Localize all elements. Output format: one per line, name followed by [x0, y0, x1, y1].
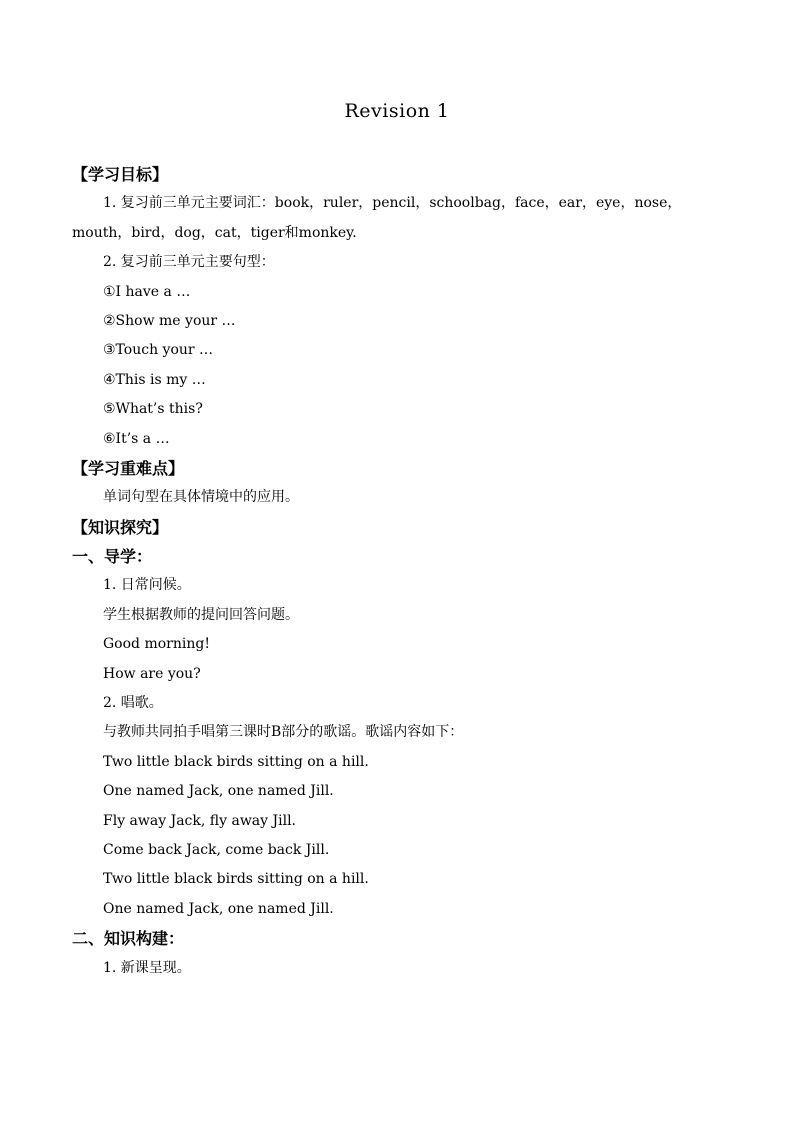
song-line: Come back Jack, come back Jill. — [103, 842, 330, 858]
song-line: One named Jack, one named Jill. — [103, 900, 334, 917]
step1-text: 学生根据教师的提问回答问题。 — [103, 606, 299, 623]
pattern-item: ③Touch your … — [103, 342, 214, 359]
pattern-item: ⑤What’s this? — [103, 401, 203, 418]
part2-heading: 二、知识构建： — [72, 929, 185, 949]
pattern-item: ⑥It’s a … — [103, 430, 170, 447]
goals-heading: 【学习目标】 — [72, 165, 169, 184]
explore-heading: 【知识探究】 — [72, 517, 169, 537]
song-line: Two little black birds sitting on a hill. — [103, 871, 369, 888]
part2-step1: 1. 新课呈现。 — [103, 959, 191, 976]
greeting-line: Good morning! — [103, 636, 210, 653]
song-line: Fly away Jack, fly away Jill. — [103, 812, 296, 829]
key-points-heading: 【学习重难点】 — [72, 458, 185, 478]
step2-title: 2. 唱歌。 — [103, 695, 163, 712]
greeting-line: How are you? — [103, 665, 201, 682]
step1-title: 1. 日常问候。 — [103, 577, 191, 594]
goal-vocabulary: 1. 复习前三单元主要词汇：book，ruler，pencil，schoolbag，face，ear，eye，nose，mouth，bird，dog，cat，tiger和monkey. — [72, 195, 682, 241]
song-line: One named Jack, one named Jill. — [103, 783, 334, 800]
pattern-item: ①I have a … — [103, 283, 191, 300]
part1-heading: 一、导学： — [72, 547, 153, 567]
document-body — [72, 160, 732, 983]
key-points-text: 单词句型在具体情境中的应用。 — [103, 489, 299, 506]
step2-text: 与教师共同拍手唱第三课时B部分的歌谣。歌谣内容如下： — [103, 724, 464, 741]
page-title: Revision 1 — [344, 100, 450, 122]
pattern-item: ②Show me your … — [103, 312, 236, 329]
song-line: Two little black birds sitting on a hill. — [103, 753, 369, 770]
goal-patterns: 2. 复习前三单元主要句型： — [103, 254, 275, 271]
pattern-item: ④This is my … — [103, 371, 206, 388]
